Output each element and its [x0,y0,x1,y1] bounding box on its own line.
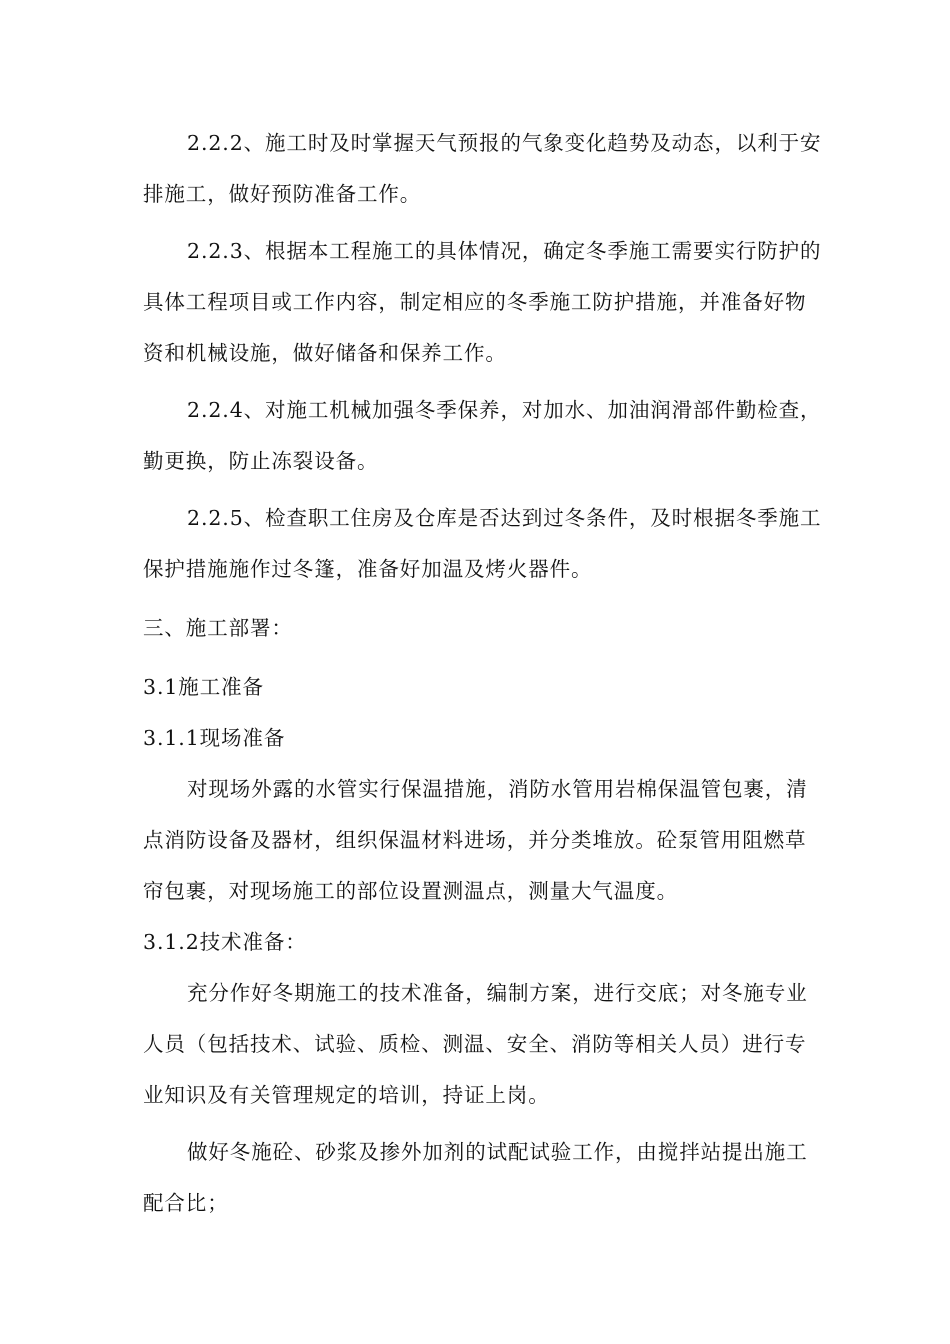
section-heading-3-1-1: 3.1.1现场准备 [143,726,286,750]
paragraph-2-2-4: 2.2.4、对施工机械加强冬季保养，对加水、加油润滑部件勤检查，勤更换，防止冻裂设备。 [143,398,822,473]
document-body [143,118,823,1229]
paragraph-3-1-2-technical: 充分作好冬期施工的技术准备，编制方案，进行交底；对冬施专业人员（包括技术、试验、质检、测温、安全、消防等相关人员）进行专业知识及有关管理规定的培训，持证上岗。 [143,981,808,1107]
section-heading-3-1: 3.1施工准备 [143,675,264,699]
paragraph-2-2-5: 2.2.5、检查职工住房及仓库是否达到过冬条件，及时根据冬季施工保护措施施作过冬篷，准备好加温及烤火器件。 [143,506,822,581]
section-heading-3-1-2: 3.1.2技术准备： [143,930,307,954]
paragraph-2-2-2: 2.2.2、施工时及时掌握天气预报的气象变化趋势及动态，以利于安排施工，做好预防准备工作。 [143,131,822,206]
section-heading-3: 三、施工部署： [143,616,293,640]
paragraph-3-1-2-mix-trial: 做好冬施砼、砂浆及掺外加剂的试配试验工作，由搅拌站提出施工配合比； [143,1140,808,1215]
paragraph-3-1-1: 对现场外露的水管实行保温措施，消防水管用岩棉保温管包裹，清点消防设备及器材，组织保温材料进场，并分类堆放。砼泵管用阻燃草帘包裹，对现场施工的部位设置测温点，测量大气温度。 [143,777,808,903]
paragraph-2-2-3: 2.2.3、根据本工程施工的具体情况，确定冬季施工需要实行防护的具体工程项目或工作内容，制定相应的冬季施工防护措施，并准备好物资和机械设施，做好储备和保养工作。 [143,239,822,365]
